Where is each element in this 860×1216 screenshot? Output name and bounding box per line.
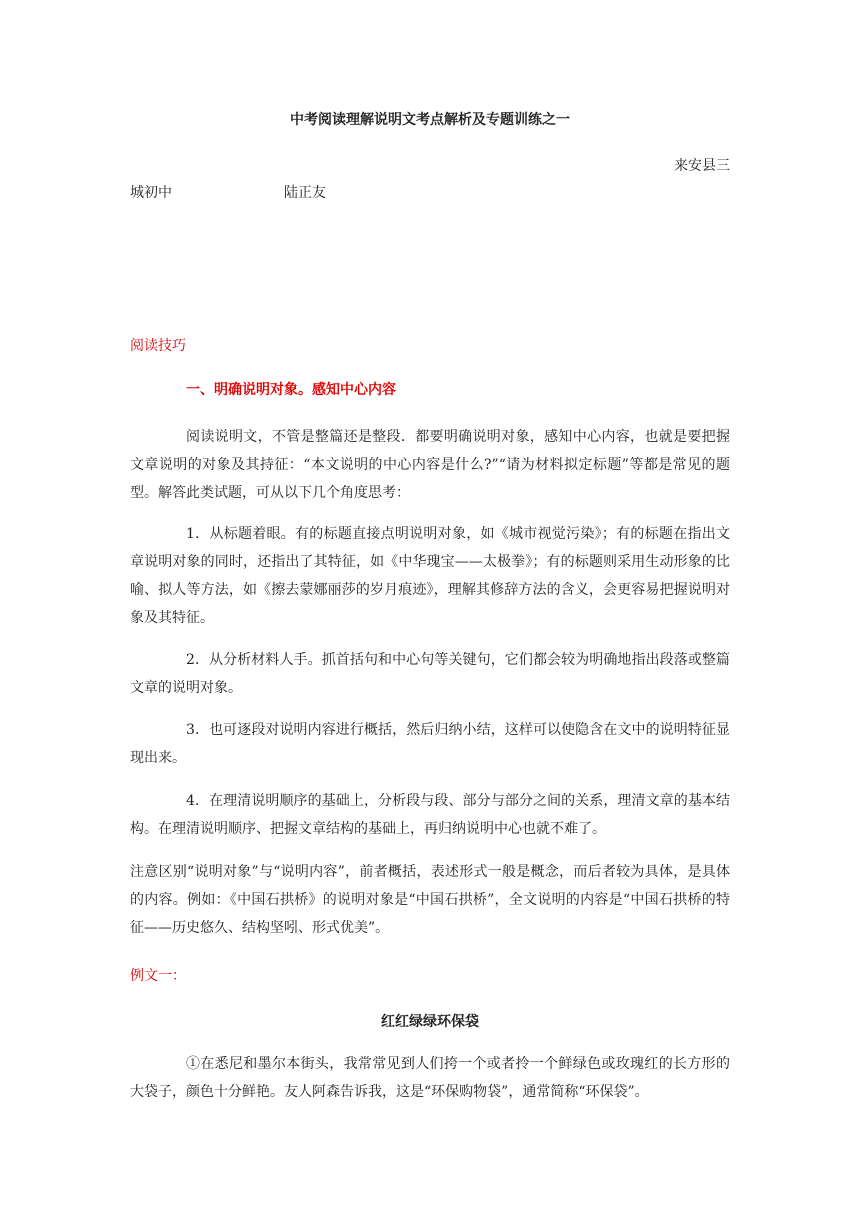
author-school: 城初中	[130, 185, 172, 201]
point-4-paragraph: 4．在理清说明顺序的基础上，分析段与段、部分与部分之间的关系，理清文章的基本结构。在理清说明顺序、把握文章结构的基础上，再归纳说明中心也就不难了。	[130, 793, 730, 837]
note-paragraph: 注意区别“说明对象”与“说明内容”，前者概括，表述形式一般是概念，而后者较为具体，是具体的内容。例如：《中国石拱桥》的说明对象是“中国石拱桥”，全文说明的内容是“中国石拱桥的特征——历史悠久、结构坚吲、形式优美”。	[130, 864, 730, 936]
example-label: 例文一：	[130, 968, 186, 984]
author-name: 陆正友	[284, 185, 326, 201]
point-1-paragraph: 1．从标题着眼。有的标题直接点明说明对象，如《城市视觉污染》；有的标题在指出文章说明对象的同时，还指出了其特征，如《中华瑰宝——太极拳》；有的标题则采用生动形象的比喻、拟人等方法，如《擦去蒙娜丽莎的岁月痕迹》，理解其修辞方法的含义，会更容易把握说明对象及其特征。	[130, 526, 730, 626]
author-county: 来安县三	[674, 158, 730, 174]
section-label: 阅读技巧	[130, 338, 186, 354]
intro-paragraph: 阅读说明文，不管是整篇还是整段．都要明确说明对象，感知中心内容，也就是要把握文章说明的对象及其持征：“本文说明的中心内容是什么?”“请为材料拟定标题”等都是常见的题型。解答此类试题，可从以下几个角度思考：	[130, 429, 730, 501]
heading-1: 一、明确说明对象。感知中心内容	[186, 382, 396, 398]
article-paragraph-1: ①在悉尼和墨尔本街头，我常常见到人们挎一个或者拎一个鲜绿色或玫瑰红的长方形的大袋子，颜色十分鲜艳。友人阿森告诉我，这是“环保购物袋”，通常简称“环保袋”。	[130, 1056, 730, 1100]
point-2-paragraph: 2．从分析材料人手。抓首括句和中心句等关键句，它们都会较为明确地指出段落或整篇文章的说明对象。	[130, 652, 730, 696]
point-3-paragraph: 3．也可逐段对说明内容进行概括，然后归纳小结，这样可以使隐含在文中的说明特征显现出来。	[130, 722, 730, 766]
article-title: 红红绿绿环保袋	[381, 1014, 479, 1030]
author-line	[130, 183, 326, 203]
document-title: 中考阅读理解说明文考点解析及专题训练之一	[290, 112, 570, 128]
